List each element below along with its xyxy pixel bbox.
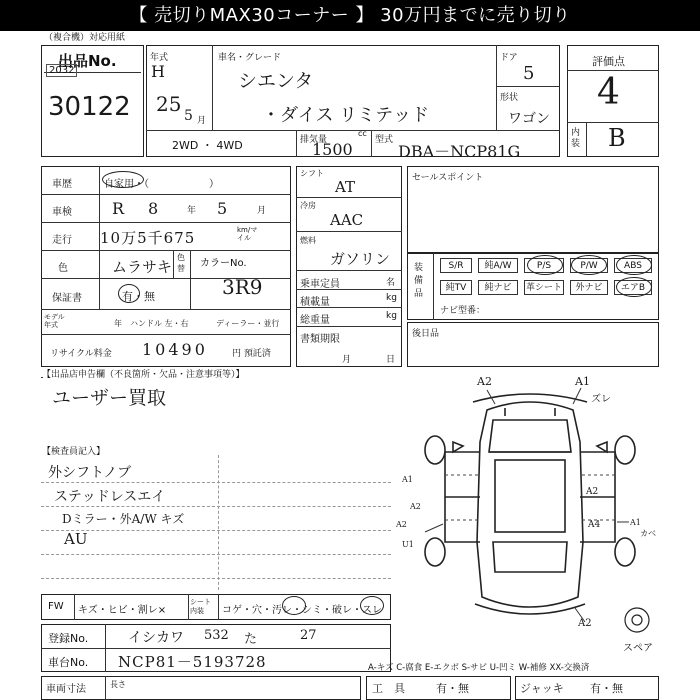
inspection-label: 車検	[52, 207, 72, 218]
sheet-type: （複合機）対応用紙	[44, 33, 126, 43]
drive-label: 2WD ・ 4WD	[172, 139, 243, 152]
interior-label: 内装	[571, 128, 581, 149]
year-era: H	[151, 62, 165, 81]
door-count: 5	[523, 63, 535, 84]
color-code-label: カラーNo.	[200, 258, 247, 269]
interior-short-label: シート内装	[190, 598, 211, 615]
lot-small-number: 2032	[46, 64, 77, 77]
inspector-note-4: AU	[64, 530, 88, 548]
diagram-label-1: A2	[477, 375, 492, 388]
cc-label: cc	[358, 129, 367, 138]
recycle-label: リサイクル料金	[50, 349, 112, 359]
shift-label: シフト	[300, 169, 324, 178]
diagram-label-11: A2	[578, 618, 592, 629]
mileage-unit: km/マイル	[237, 226, 258, 242]
handle-label: ハンドル 左・右	[130, 319, 189, 328]
damage-legend: A-キズ C-腐食 E-エクボ S-サビ U-凹ミ W-補修 XX-交換済	[368, 663, 590, 673]
month-unit: 月	[197, 116, 207, 126]
diagram-label-4: A2	[586, 487, 599, 497]
dimensions-label: 車両寸法	[46, 684, 86, 695]
year-value: 25	[156, 92, 182, 116]
equip-navi: 純ナビ	[478, 280, 518, 295]
airbag-circle	[616, 277, 652, 297]
dimensions-row	[41, 676, 361, 700]
mileage-value: 10万5千675	[100, 229, 196, 247]
displacement-value: 1500	[312, 140, 353, 159]
car-grade: ・ダイス リミテッド	[262, 105, 430, 126]
car-diagram	[395, 372, 665, 642]
registration-kana: た	[244, 632, 258, 647]
sales-point-label: セールスポイント	[412, 173, 484, 183]
seller-notes-label: 【出品店申告欄（不良箇所・欠品・注意事項等）】	[42, 370, 245, 380]
fw-values: キズ・ヒビ・割レ×	[78, 605, 167, 616]
registration-class: 532	[204, 628, 229, 643]
diagram-label-12: A2	[410, 502, 421, 511]
chassis-label: 車台No.	[48, 656, 89, 669]
diagram-label-3: ズレ	[591, 394, 611, 405]
history-circle	[102, 171, 144, 188]
car-name: シエンタ	[238, 70, 314, 92]
registration-number: 27	[300, 628, 317, 643]
inspection-month: 5	[217, 199, 228, 218]
registration-place: イシカワ	[128, 630, 184, 646]
equipment-label: 装備品	[414, 263, 424, 299]
navi-model-label: ナビ型番：	[440, 306, 486, 316]
ps-circle	[527, 255, 563, 275]
load-unit: kg	[386, 293, 397, 303]
pw-circle	[571, 255, 607, 275]
equip-ext-navi: 外ナビ	[570, 280, 608, 295]
interior-score: B	[608, 124, 626, 152]
warranty-circle	[118, 284, 140, 303]
docs-label: 書類期限	[300, 334, 340, 345]
warranty-value: 有・無	[122, 290, 155, 303]
lot-number: 30122	[48, 92, 131, 122]
diagram-label-9: A1	[630, 518, 641, 527]
after-items-box	[407, 322, 659, 367]
interior-values: コゲ・穴・汚レ・シミ・破レ・スレ	[222, 605, 382, 616]
seller-note: ユーザー買取	[52, 387, 167, 409]
model-year-unit: 年	[114, 319, 122, 328]
diagram-label-10: カベ	[640, 529, 656, 538]
equip-airbag: エアB	[614, 280, 652, 295]
registration-label: 登録No.	[48, 632, 89, 645]
recycle-unit: 円 預託済	[232, 349, 271, 359]
model-label: 型式	[375, 135, 394, 145]
model-code: DBA－NCP81G	[398, 142, 521, 161]
color-change-label: 色替	[177, 253, 185, 273]
ac-value: AAC	[330, 211, 364, 229]
history-label: 車歴	[52, 179, 72, 190]
title-banner: 【 売切りMAX30コーナー 】 30万円までに売り切り	[0, 0, 700, 31]
equip-abs: ABS	[614, 258, 652, 273]
weight-unit: kg	[386, 311, 397, 321]
inspection-year-unit: 年	[187, 206, 197, 216]
after-items-label: 後日品	[412, 329, 440, 339]
month-value: 5	[184, 108, 193, 124]
color-label: 色	[58, 263, 68, 274]
equip-leather: 革シート	[524, 280, 564, 295]
color-value: ムラサキ	[112, 258, 173, 276]
length-label: 長さ	[110, 680, 126, 689]
capacity-label: 乗車定員	[300, 279, 340, 290]
history-value: 自家用・（ ）	[104, 179, 219, 190]
mileage-label: 走行	[52, 235, 72, 246]
ac-label: 冷房	[300, 201, 316, 210]
fuel-label: 燃料	[300, 236, 316, 245]
equip-ps: P/S	[524, 258, 564, 273]
equip-aw: 純A/W	[478, 258, 518, 273]
inspector-note-1: 外シフトノブ	[48, 465, 132, 481]
inspector-label: 【検査員記入】	[42, 447, 106, 457]
dealer-label: ディーラー・並行	[216, 319, 280, 328]
shape-label: 形状	[500, 93, 519, 103]
diagram-label-2: A1	[575, 375, 590, 388]
stain-circle	[282, 596, 306, 615]
tools-value: 有・無	[436, 682, 469, 695]
equip-pw: P/W	[570, 258, 608, 273]
car-name-label: 車名・グレード	[218, 53, 282, 63]
inspector-note-2: ステッドレスエイ	[54, 489, 166, 505]
abs-circle	[616, 255, 652, 275]
diagram-label-6: A1	[402, 475, 413, 484]
displacement-label: 排気量	[300, 135, 328, 145]
model-year-label: モデル年式	[44, 313, 65, 329]
load-label: 積載量	[300, 297, 330, 308]
inspection-month-unit: 月	[257, 206, 267, 216]
fw-label: FW	[48, 601, 64, 612]
chassis-number: NCP81－5193728	[118, 653, 267, 671]
weight-label: 総重量	[300, 315, 330, 326]
fuel-value: ガソリン	[330, 250, 391, 268]
tools-label: 工 具	[372, 682, 405, 695]
shape-value: ワゴン	[508, 111, 550, 127]
inspection-era: R	[112, 199, 125, 218]
door-label: ドア	[500, 53, 518, 63]
equip-tv: 純TV	[440, 280, 472, 295]
lot-label: 出品No.	[58, 52, 117, 70]
inspection-year: 8	[148, 199, 159, 218]
diagram-label-5: A4	[588, 520, 601, 530]
jack-value: 有・無	[590, 682, 623, 695]
scuff-circle	[360, 596, 384, 615]
diagram-label-8: U1	[402, 540, 414, 549]
docs-day: 日	[386, 355, 396, 365]
recycle-value: 10490	[142, 340, 208, 359]
warranty-label: 保証書	[52, 293, 82, 304]
jack-label: ジャッキ	[520, 682, 564, 695]
inspector-note-3: Dミラー・外A/W キズ	[62, 512, 185, 526]
color-code: 3R9	[222, 275, 263, 299]
shift-value: AT	[335, 178, 356, 196]
docs-month: 月	[342, 355, 352, 365]
diagram-label-7: A2	[396, 520, 407, 529]
year-label: 年式	[150, 53, 169, 63]
overall-score: 4	[597, 72, 620, 113]
score-label: 評価点	[592, 55, 625, 68]
spare-label: スペア	[623, 643, 653, 654]
capacity-unit: 名	[386, 278, 396, 288]
equip-sr: S/R	[440, 258, 472, 273]
